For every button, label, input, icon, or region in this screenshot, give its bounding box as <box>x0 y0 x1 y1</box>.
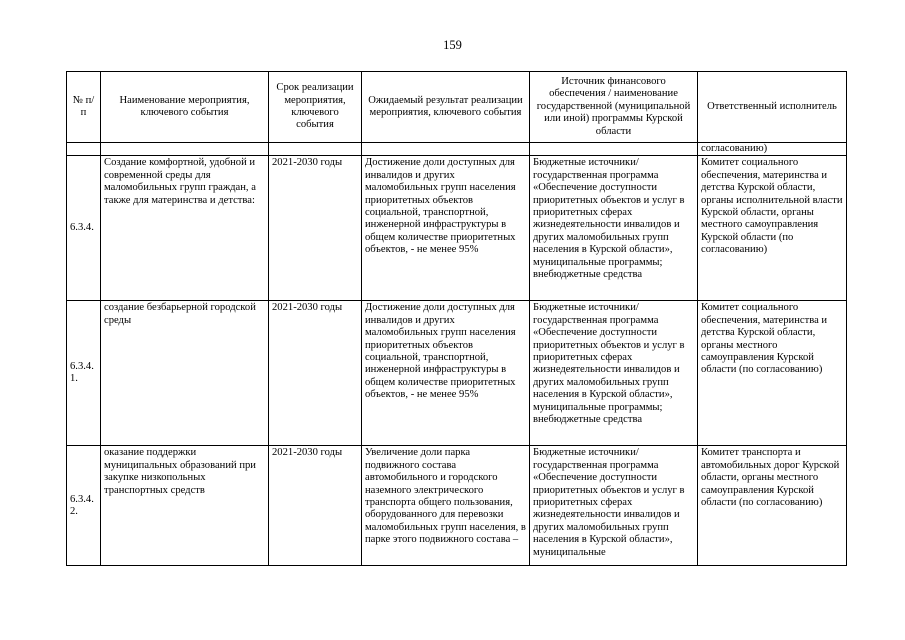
cell-name: оказание поддержки муниципальных образований при закупке низкопольных транспортных средств <box>101 446 269 566</box>
header-term: Срок реализации мероприятия, ключевого события <box>269 72 362 143</box>
cell-num: 6.3.4.2. <box>67 446 101 566</box>
cell-term <box>269 143 362 156</box>
header-result: Ожидаемый результат реализации мероприятия, ключевого события <box>362 72 530 143</box>
header-source: Источник финансового обеспечения / наименование государственной (муниципальной или иной) программы Курской области <box>530 72 698 143</box>
cell-name: Создание комфортной, удобной и современной среды для маломобильных групп граждан, а также для материнства и детства: <box>101 156 269 301</box>
cell-num: 6.3.4. <box>67 156 101 301</box>
cell-term: 2021-2030 годы <box>269 446 362 566</box>
page-number: 159 <box>443 38 462 52</box>
table-header-row <box>67 72 847 143</box>
cell-source <box>530 143 698 156</box>
table-row <box>67 156 847 301</box>
cell-responsible: Комитет социального обеспечения, материнства и детства Курской области, органы местного самоуправления Курской области (по согласованию) <box>698 301 847 446</box>
header-num: № п/п <box>67 72 101 143</box>
cell-result: Увеличение доли парка подвижного состава автомобильного и городского наземного электрического транспорта общего пользования, оборудованного для перевозки маломобильных групп населения, в парке этого подвижного состава – <box>362 446 530 566</box>
header-responsible: Ответственный исполнитель <box>698 72 847 143</box>
cell-source: Бюджетные источники/ государственная программа «Обеспечение доступности приоритетных объектов и услуг в приоритетных сферах жизнедеятельности инвалидов и других маломобильных групп населения в Курской области», муниципальные программы; внебюджетные средства <box>530 301 698 446</box>
cell-num <box>67 143 101 156</box>
cell-source: Бюджетные источники/ государственная программа «Обеспечение доступности приоритетных объектов и услуг в приоритетных сферах жизнедеятельности инвалидов и других маломобильных групп населения в Курской области», муниципальные <box>530 446 698 566</box>
cell-result: Достижение доли доступных для инвалидов и других маломобильных групп населения приоритетных объектов социальной, транспортной, инженерной инфраструктуры в общем количестве приоритетных объектов, - не менее 95% <box>362 156 530 301</box>
cell-term: 2021-2030 годы <box>269 301 362 446</box>
cell-responsible: согласованию) <box>698 143 847 156</box>
cell-responsible: Комитет транспорта и автомобильных дорог Курской области, органы местного самоуправления Курской области (по согласованию) <box>698 446 847 566</box>
measures-table <box>66 71 847 566</box>
cell-term: 2021-2030 годы <box>269 156 362 301</box>
cell-name: создание безбарьерной городской среды <box>101 301 269 446</box>
table-row <box>67 301 847 446</box>
cell-source: Бюджетные источники/ государственная программа «Обеспечение доступности приоритетных объектов и услуг в приоритетных сферах жизнедеятельности инвалидов и других маломобильных групп населения в Курской области», муниципальные программы; внебюджетные средства <box>530 156 698 301</box>
table-row <box>67 446 847 566</box>
cell-result: Достижение доли доступных для инвалидов и других маломобильных групп населения приоритетных объектов социальной, транспортной, инженерной инфраструктуры в общем количестве приоритетных объектов, - не менее 95% <box>362 301 530 446</box>
cell-responsible: Комитет социального обеспечения, материнства и детства Курской области, органы исполнительной власти Курской области, органы местного самоуправления Курской области (по согласованию) <box>698 156 847 301</box>
cell-name <box>101 143 269 156</box>
cell-result <box>362 143 530 156</box>
table-row-continuation <box>67 143 847 156</box>
cell-num: 6.3.4.1. <box>67 301 101 446</box>
header-name: Наименование мероприятия, ключевого события <box>101 72 269 143</box>
